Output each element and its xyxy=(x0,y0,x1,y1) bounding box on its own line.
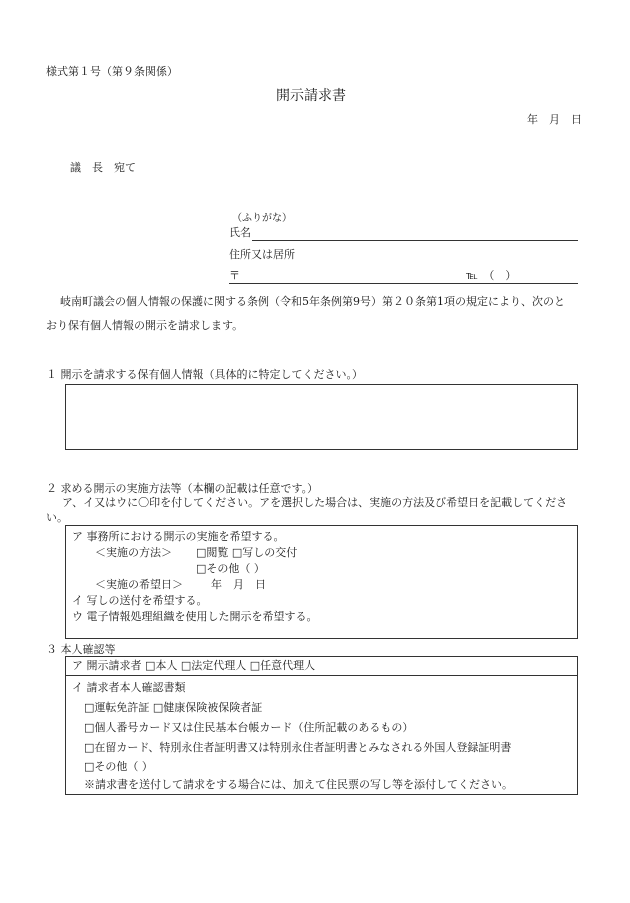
address-label: 住所又は居所 xyxy=(229,248,295,261)
residence-note: ※請求書を送付して請求をする場合には、加えて住民票の写し等を添付してください。 xyxy=(84,778,513,791)
id-docs-label: イ 請求者本人確認書類 xyxy=(72,681,186,694)
identity-verification-box xyxy=(65,656,578,795)
section3-heading: ３ 本人確認等 xyxy=(46,643,116,656)
option-u-electronic[interactable]: ウ 電子情報処理組織を使用した開示を希望する。 xyxy=(72,610,318,623)
name-field-line[interactable] xyxy=(252,240,578,241)
option-a-office[interactable]: ア 事務所における開示の実施を希望する。 xyxy=(72,530,285,543)
section1-heading: １ 開示を請求する保有個人情報（具体的に特定してください。） xyxy=(46,368,363,381)
id-doc-1[interactable]: □運転免許証 □健康保険被保険者証 xyxy=(84,701,263,714)
addressee: 議 長 宛て xyxy=(70,161,136,174)
date-label: ＜実施の希望日＞ xyxy=(95,578,183,591)
personal-info-input-box[interactable] xyxy=(65,384,578,450)
form-number: 様式第１号（第９条関係） xyxy=(46,65,178,78)
requester-type[interactable]: ア 開示請求者 □本人 □法定代理人 □任意代理人 xyxy=(72,659,316,672)
date-value[interactable]: 年 月 日 xyxy=(211,578,266,591)
id-doc-2[interactable]: □個人番号カード又は住民基本台帳カード（住所記載のあるもの） xyxy=(84,721,414,734)
method-other[interactable]: □その他（ ） xyxy=(196,562,265,575)
id-doc-4[interactable]: □その他（ ） xyxy=(84,760,153,773)
date-line: 年 月 日 xyxy=(527,113,582,126)
document-title: 開示請求書 xyxy=(276,88,346,104)
section2-heading: ２ 求める開示の実施方法等（本欄の記載は任意です。） xyxy=(46,482,319,495)
furigana-label: （ふりがな） xyxy=(232,213,292,224)
method-label: ＜実施の方法＞ xyxy=(95,546,172,559)
disclosure-method-box xyxy=(65,525,578,639)
section2-note-line-1: ア、イ又はウに〇印を付してください。アを選択した場合は、実施の方法及び希望日を記載してくださ xyxy=(62,496,568,509)
section2-note-line-2: い。 xyxy=(46,511,68,524)
postal-mark: 〒 xyxy=(229,269,240,282)
option-i-mail[interactable]: イ 写しの送付を希望する。 xyxy=(72,594,208,607)
intro-line-2: おり保有個人情報の開示を請求します。 xyxy=(46,319,244,332)
address-field-line[interactable] xyxy=(229,283,578,284)
method-options[interactable]: □閲覧 □写しの交付 xyxy=(196,546,298,559)
identity-box-divider xyxy=(66,675,577,676)
tel-label: ℡ （ ） xyxy=(466,269,517,282)
name-label: 氏名 xyxy=(229,226,251,239)
intro-line-1: 岐南町議会の個人情報の保護に関する条例（令和5年条例第9号）第２０条第1項の規定により、次のと xyxy=(60,295,565,308)
id-doc-3[interactable]: □在留カード、特別永住者証明書又は特別永住者証明書とみなされる外国人登録証明書 xyxy=(84,741,512,754)
